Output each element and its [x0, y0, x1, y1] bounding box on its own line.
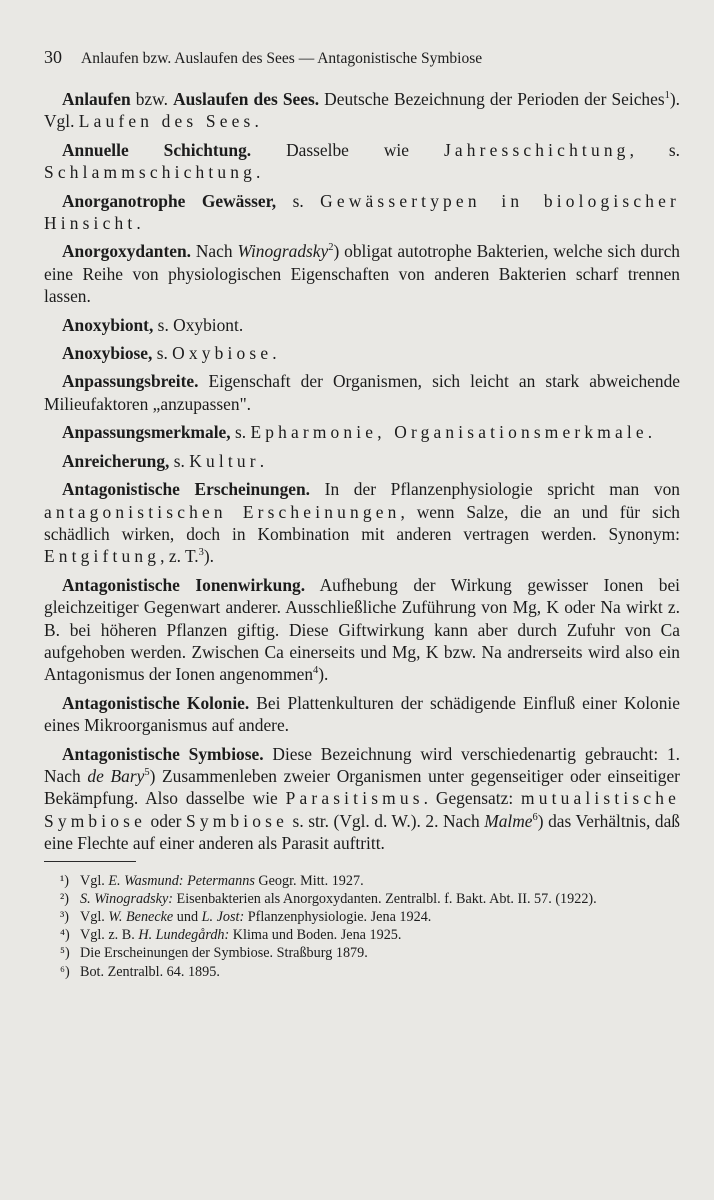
entry-text: bzw. [130, 89, 174, 109]
footnote-text: Geogr. Mitt. 1927. [254, 872, 364, 889]
footnote-mark: ⁶) [60, 963, 70, 980]
footnote-mark: ¹) [60, 872, 69, 889]
author-name: Winogradsky [237, 241, 329, 262]
headword: Annuelle Schichtung. [62, 139, 252, 160]
footnote-4 [44, 926, 680, 944]
entry-antagonistische-kolonie [44, 692, 680, 737]
entry-text: s. [169, 450, 190, 471]
footnote-author: S. Winogradsky: [80, 890, 173, 907]
headword: Anpassungsmerkmale, [62, 422, 231, 443]
headword: Antagonistische Ionenwirkung. [62, 574, 306, 595]
entry-text: ). [318, 664, 329, 685]
entry-text: . [259, 450, 265, 471]
footnote-ref: 6 [532, 811, 538, 823]
entry-text: ). Vgl. [44, 89, 680, 132]
footnote-author: W. Benecke [108, 909, 174, 925]
entry-anorgoxydanten [44, 240, 680, 307]
footnote-ref: 2 [328, 242, 334, 254]
footnote-ref: 3 [198, 547, 204, 559]
cross-reference: Jahresschichtung [443, 139, 630, 160]
entry-text: oder [146, 810, 186, 831]
entry-annuelle-schichtung [44, 139, 680, 184]
entry-text: . [136, 213, 141, 234]
cross-reference: Laufen des Sees [78, 111, 255, 132]
entry-text: , z. T. [160, 546, 199, 567]
entry-text: Aufhebung der Wirkung gewisser Ionen bei gleichzeitiger Gegenwart anderer. Ausschließliche Zuführung von Mg, K oder Na wirkt z. B. bei höheren Pflanzen giftig. Diese Giftwirkung kann aber durch Zufuhr von Ca aufgehoben werden. Zwischen Ca einerseits und Mg, K bzw. Na andrerseits wird also ein Antagonismus der Ionen angenommen [44, 574, 681, 685]
entry-anpassungsmerkmale [44, 421, 680, 443]
entry-text: ). [203, 546, 215, 567]
entry-antagonistische-symbiose [44, 743, 680, 855]
entry-text: s. [152, 343, 173, 364]
entry-text: Diese Bezeichnung wird verschiedenartig gebraucht: 1. Nach [44, 743, 680, 786]
cross-reference: antagonistischen Erscheinungen [44, 501, 401, 522]
entry-text: Nach [191, 241, 238, 262]
footnote-5 [44, 944, 680, 962]
entry-text: . [254, 111, 259, 132]
footnote-text: Pflanzenphysiologie. Jena 1924. [244, 909, 432, 925]
footnote-2 [44, 890, 680, 908]
entry-antagonistische-ionenwirkung [44, 574, 680, 686]
headword: Anreicherung, [62, 450, 170, 471]
entry-text: s. [230, 422, 251, 443]
footnote-text: Eisenbakterien als Anorgoxydanten. Zentralbl. f. Bakt. Abt. II. 57. (1922). [173, 890, 597, 907]
entry-anpassungsbreite [44, 370, 680, 415]
entry-text: , wenn Salze, die an und für sich schädlich wirken, doch in Kombination mit anderen vertragen werden. Synonym: [44, 501, 680, 544]
cross-reference: Epharmonie, Organisationsmerkmale [250, 422, 648, 443]
footnote-1 [44, 872, 680, 890]
footnote-text: Vgl. z. B. [80, 927, 139, 944]
entry-text: . [256, 162, 261, 183]
cross-reference: Symbiose [186, 810, 289, 831]
page-number: 30 [44, 47, 62, 67]
footnote-mark: ²) [60, 890, 69, 907]
entry-text: Eigenschaft der Organismen, sich leicht an stark abweichende Milieufaktoren „anzupassen". [44, 371, 680, 414]
footnotes [44, 872, 680, 981]
headword: Anpassungsbreite. [62, 371, 199, 392]
footnote-ref: 5 [144, 767, 150, 779]
entry-text: ) das Verhältnis, daß eine Flechte auf einer anderen als Parasit auftritt. [44, 810, 680, 854]
cross-reference: Gewässertypen in biologischer Hinsicht [44, 190, 680, 234]
entry-text: Deutsche Bezeichnung der Perioden der Seiches [319, 89, 665, 109]
footnote-ref: 4 [313, 665, 319, 677]
footnote-mark: ³) [60, 909, 69, 925]
entry-text: , s. [629, 139, 680, 160]
entry-text: . [647, 422, 653, 443]
entry-anlaufen [44, 88, 680, 133]
headword: Antagonistische Symbiose. [62, 743, 264, 764]
entry-text: ) obligat autotrophe Bakterien, welche sich durch eine Reihe von physiologischen Eigenschaften von anderen Bakterien scharf trennen lassen. [44, 241, 680, 307]
entry-text: s. Oxybiont. [153, 314, 244, 335]
footnote-text: Vgl. [80, 872, 109, 889]
headword: Anoxybiont, [62, 314, 154, 335]
footnote-divider [44, 861, 136, 862]
footnote-mark: ⁵) [60, 945, 70, 962]
footnote-mark: ⁴) [60, 927, 70, 944]
footnote-text: Vgl. [80, 909, 109, 925]
headword: Anorganotrophe Gewässer, [62, 190, 277, 211]
entry-anreicherung [44, 450, 680, 472]
footnote-author: H. Lundegårdh: [138, 927, 230, 944]
footnote-text: Die Erscheinungen der Symbiose. Straßburg 1879. [80, 945, 368, 962]
cross-reference: Kultur [189, 450, 260, 471]
footnote-ref: 1 [664, 90, 670, 102]
headword: Antagonistische Erscheinungen. [62, 479, 311, 500]
footnote-author: E. Wasmund: Petermanns [108, 872, 255, 889]
entry-text: ) Zusammenleben zweier Organismen unter gegenseitiger oder einseitiger Bekämpfung. Also dasselbe wie [44, 765, 680, 809]
headword: Anlaufen [62, 89, 131, 109]
cross-reference: Parasitismus [285, 788, 424, 809]
headword: Anorgoxydanten. [62, 241, 191, 262]
headword: Anoxybiose, [62, 343, 153, 364]
running-title: Anlaufen bzw. Auslaufen des Sees — Antagonistische Symbiose [81, 50, 483, 67]
entry-text: s. [276, 190, 321, 211]
entry-antagonistische-erscheinungen [44, 478, 680, 568]
footnote-text: und [173, 909, 202, 925]
footnote-text: Klima und Boden. Jena 1925. [229, 927, 402, 944]
footnote-6 [44, 963, 680, 981]
cross-reference: mutualistische Symbiose [44, 788, 680, 831]
entry-text: In der Pflanzenphysiologie spricht man von [310, 479, 680, 500]
footnote-text: Bot. Zentralbl. 64. 1895. [80, 963, 220, 980]
cross-reference: Entgiftung [44, 546, 161, 567]
headword: Auslaufen des Sees. [173, 89, 320, 109]
headword: Antagonistische Kolonie. [62, 692, 250, 713]
entry-text: s. str. (Vgl. d. W.). 2. Nach [288, 810, 485, 831]
footnote-author: L. Jost: [201, 909, 245, 925]
author-name: de Bary [87, 765, 145, 786]
cross-reference: Oxybiose [172, 343, 273, 364]
entry-text: . [272, 343, 277, 364]
entry-anoxybiose [44, 342, 680, 364]
running-header [44, 46, 680, 70]
author-name: Malme [484, 810, 533, 831]
entry-text: Dasselbe wie [251, 139, 444, 160]
cross-reference: Schlammschichtung [44, 162, 257, 183]
footnote-3 [44, 908, 680, 926]
entry-anorganotrophe [44, 190, 680, 235]
entry-text: Bei Plattenkulturen der schädigende Einfluß einer Kolonie eines Mikroorganismus auf andere. [44, 692, 680, 736]
entry-anoxybiont [44, 314, 680, 336]
entry-text: . Gegensatz: [423, 788, 522, 809]
